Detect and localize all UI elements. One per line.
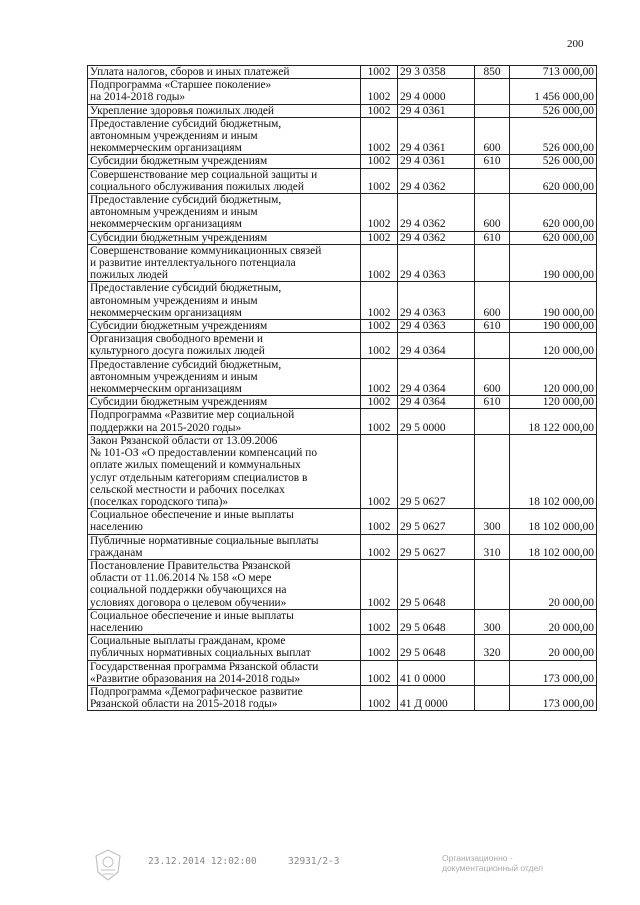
row-section: 1002: [361, 104, 398, 117]
row-expense-type: [475, 559, 510, 609]
row-code: 29 4 0364: [398, 358, 475, 396]
row-name: Подпрограмма «Развитие мер социальной поддержки на 2015-2020 годы»: [88, 409, 361, 434]
row-amount: 18 102 000,00: [510, 534, 597, 559]
table-row: [88, 685, 597, 710]
row-code: 41 0 0000: [398, 660, 475, 685]
row-section: 1002: [361, 358, 398, 396]
footer-date: 23.12.2014 12:02:00: [148, 856, 257, 867]
row-amount: 620 000,00: [510, 194, 597, 232]
row-name: Укрепление здоровья пожилых людей: [88, 104, 361, 117]
row-section: 1002: [361, 79, 398, 104]
row-name: Предоставление субсидий бюджетным, автономным учреждениям и иным некоммерческим организациям: [88, 358, 361, 396]
table-row: [88, 244, 597, 282]
row-amount: 190 000,00: [510, 282, 597, 320]
row-name: Социальное обеспечение и иные выплаты населению: [88, 509, 361, 534]
row-amount: 190 000,00: [510, 320, 597, 333]
row-amount: 18 122 000,00: [510, 409, 597, 434]
row-amount: 1 456 000,00: [510, 79, 597, 104]
table-row: [88, 155, 597, 168]
footer-department: Организационно - документационный отдел: [442, 853, 543, 873]
row-name: Субсидии бюджетным учреждениям: [88, 231, 361, 244]
row-code: 29 5 0648: [398, 635, 475, 660]
row-expense-type: [475, 333, 510, 358]
row-expense-type: 600: [475, 194, 510, 232]
row-expense-type: [475, 104, 510, 117]
row-name: Субсидии бюджетным учреждениям: [88, 320, 361, 333]
row-code: 29 3 0358: [398, 66, 475, 79]
row-expense-type: 610: [475, 231, 510, 244]
table-row: [88, 104, 597, 117]
row-amount: 620 000,00: [510, 168, 597, 193]
row-section: 1002: [361, 244, 398, 282]
row-section: 1002: [361, 155, 398, 168]
row-expense-type: [475, 434, 510, 508]
row-name: Государственная программа Рязанской области «Развитие образования на 2014-2018 годы»: [88, 660, 361, 685]
row-code: 29 4 0363: [398, 282, 475, 320]
row-code: 29 4 0363: [398, 320, 475, 333]
row-amount: 173 000,00: [510, 685, 597, 710]
row-name: Совершенствование мер социальной защиты и социального обслуживания пожилых людей: [88, 168, 361, 193]
row-section: 1002: [361, 559, 398, 609]
row-expense-type: [475, 660, 510, 685]
row-code: 29 5 0627: [398, 534, 475, 559]
row-expense-type: 600: [475, 358, 510, 396]
row-code: 29 5 0000: [398, 409, 475, 434]
row-name: Социальные выплаты гражданам, кроме публичных нормативных социальных выплат: [88, 635, 361, 660]
row-amount: 190 000,00: [510, 244, 597, 282]
row-amount: 173 000,00: [510, 660, 597, 685]
row-expense-type: [475, 685, 510, 710]
row-expense-type: 300: [475, 609, 510, 634]
row-amount: 526 000,00: [510, 104, 597, 117]
table-row: [88, 509, 597, 534]
row-name: Постановление Правительства Рязанской области от 11.06.2014 № 158 «О мере социальной поддержки обучающихся на условиях договора о целевом обучении»: [88, 559, 361, 609]
row-expense-type: 610: [475, 155, 510, 168]
row-name: Подпрограмма «Демографическое развитие Рязанской области на 2015-2018 годы»: [88, 685, 361, 710]
budget-table: [87, 65, 597, 711]
coat-of-arms-icon: [93, 848, 123, 882]
table-row: [88, 282, 597, 320]
row-name: Закон Рязанской области от 13.09.2006 № 101-ОЗ «О предоставлении компенсаций по оплате жилых помещений и коммунальных услуг отдельным категориям специалистов в сельской местности и рабочих поселках (поселках городского типа)»: [88, 434, 361, 508]
table-row: [88, 117, 597, 155]
table-row: [88, 79, 597, 104]
table-row: [88, 333, 597, 358]
table-row: [88, 559, 597, 609]
row-amount: 120 000,00: [510, 333, 597, 358]
row-expense-type: [475, 79, 510, 104]
row-expense-type: 310: [475, 534, 510, 559]
row-section: 1002: [361, 282, 398, 320]
row-name: Субсидии бюджетным учреждениям: [88, 155, 361, 168]
row-section: 1002: [361, 333, 398, 358]
row-code: 29 4 0361: [398, 104, 475, 117]
row-amount: 713 000,00: [510, 66, 597, 79]
table-row: [88, 660, 597, 685]
table-row: [88, 358, 597, 396]
row-amount: 18 102 000,00: [510, 509, 597, 534]
row-section: 1002: [361, 434, 398, 508]
row-code: 29 4 0362: [398, 168, 475, 193]
row-code: 29 4 0364: [398, 396, 475, 409]
table-row: [88, 409, 597, 434]
table-row: [88, 434, 597, 508]
row-expense-type: 610: [475, 396, 510, 409]
row-section: 1002: [361, 409, 398, 434]
row-section: 1002: [361, 660, 398, 685]
row-section: 1002: [361, 117, 398, 155]
footer-doc-number: 32931/2-3: [288, 856, 340, 867]
row-code: 29 4 0000: [398, 79, 475, 104]
row-code: 29 5 0648: [398, 559, 475, 609]
row-code: 29 4 0362: [398, 194, 475, 232]
row-amount: 20 000,00: [510, 635, 597, 660]
table-row: [88, 635, 597, 660]
row-amount: 20 000,00: [510, 609, 597, 634]
row-name: Организация свободного времени и культурного досуга пожилых людей: [88, 333, 361, 358]
row-expense-type: 850: [475, 66, 510, 79]
row-expense-type: [475, 409, 510, 434]
row-expense-type: 320: [475, 635, 510, 660]
row-code: 29 4 0363: [398, 244, 475, 282]
row-section: 1002: [361, 168, 398, 193]
row-amount: 120 000,00: [510, 396, 597, 409]
row-expense-type: 600: [475, 117, 510, 155]
row-amount: 120 000,00: [510, 358, 597, 396]
row-code: 29 4 0364: [398, 333, 475, 358]
row-amount: 526 000,00: [510, 155, 597, 168]
row-section: 1002: [361, 685, 398, 710]
row-name: Публичные нормативные социальные выплаты гражданам: [88, 534, 361, 559]
row-code: 29 4 0361: [398, 155, 475, 168]
row-name: Предоставление субсидий бюджетным, автономным учреждениям и иным некоммерческим организациям: [88, 194, 361, 232]
row-name: Субсидии бюджетным учреждениям: [88, 396, 361, 409]
row-expense-type: 610: [475, 320, 510, 333]
row-amount: 526 000,00: [510, 117, 597, 155]
table-row: [88, 194, 597, 232]
row-section: 1002: [361, 635, 398, 660]
row-code: 29 4 0362: [398, 231, 475, 244]
row-code: 29 5 0648: [398, 609, 475, 634]
table-row: [88, 396, 597, 409]
page-number: 200: [567, 38, 584, 50]
row-section: 1002: [361, 194, 398, 232]
table-row: [88, 168, 597, 193]
row-amount: 18 102 000,00: [510, 434, 597, 508]
row-section: 1002: [361, 231, 398, 244]
row-name: Предоставление субсидий бюджетным, автономным учреждениям и иным некоммерческим организациям: [88, 117, 361, 155]
row-section: 1002: [361, 609, 398, 634]
row-expense-type: [475, 168, 510, 193]
row-code: 29 5 0627: [398, 434, 475, 508]
row-section: 1002: [361, 320, 398, 333]
row-name: Подпрограмма «Старшее поколение» на 2014-2018 годы»: [88, 79, 361, 104]
row-amount: 620 000,00: [510, 231, 597, 244]
row-name: Предоставление субсидий бюджетным, автономным учреждениям и иным некоммерческим организациям: [88, 282, 361, 320]
row-expense-type: [475, 244, 510, 282]
row-section: 1002: [361, 66, 398, 79]
row-name: Социальное обеспечение и иные выплаты населению: [88, 609, 361, 634]
row-section: 1002: [361, 534, 398, 559]
row-code: 29 4 0361: [398, 117, 475, 155]
table-row: [88, 534, 597, 559]
table-row: [88, 609, 597, 634]
row-amount: 20 000,00: [510, 559, 597, 609]
row-expense-type: 600: [475, 282, 510, 320]
row-name: Совершенствование коммуникационных связей и развитие интеллектуального потенциала пожилых людей: [88, 244, 361, 282]
row-section: 1002: [361, 509, 398, 534]
row-expense-type: 300: [475, 509, 510, 534]
row-section: 1002: [361, 396, 398, 409]
row-name: Уплата налогов, сборов и иных платежей: [88, 66, 361, 79]
table-row: [88, 231, 597, 244]
table-row: [88, 320, 597, 333]
row-code: 29 5 0627: [398, 509, 475, 534]
table-row: [88, 66, 597, 79]
row-code: 41 Д 0000: [398, 685, 475, 710]
